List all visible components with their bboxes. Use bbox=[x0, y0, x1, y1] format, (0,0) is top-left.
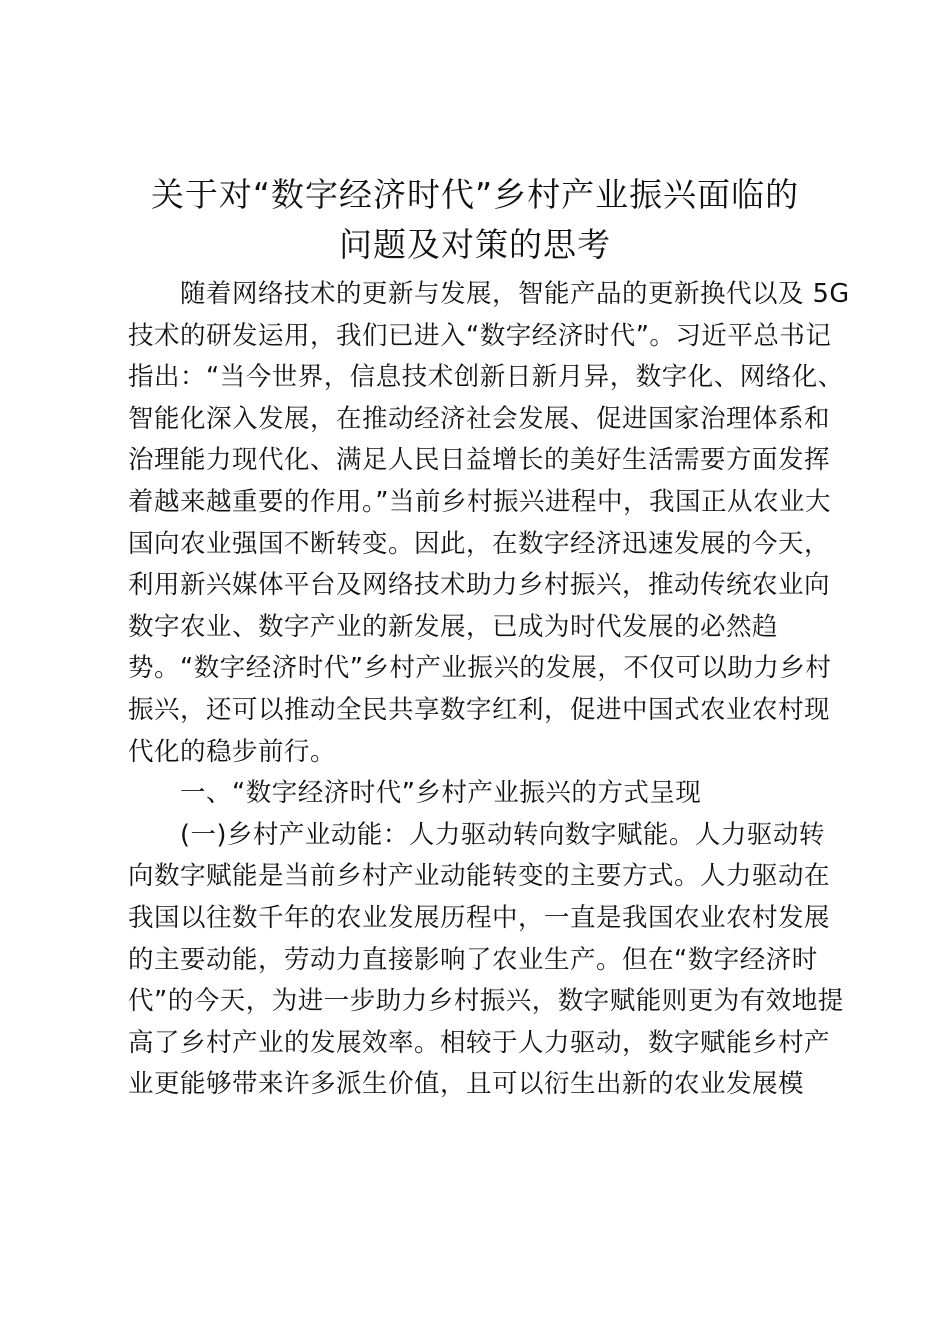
body-line: 指出：“当今世界，信息技术创新日新月异，数字化、网络化、 bbox=[128, 362, 844, 393]
body-line: 技术的研发运用，我们已进入“数字经济时代”。习近平总书记 bbox=[128, 320, 832, 351]
body-line: 利用新兴媒体平台及网络技术助力乡村振兴，推动传统农业向 bbox=[128, 570, 831, 601]
body-line: (一)乡村产业动能：人力驱动转向数字赋能。人力驱动转 bbox=[180, 819, 825, 850]
body-line: 随着网络技术的更新与发展，智能产品的更新换代以及 5G bbox=[180, 279, 850, 309]
body-line: 高了乡村产业的发展效率。相较于人力驱动，数字赋能乡村产 bbox=[128, 1027, 831, 1058]
document-body bbox=[128, 274, 850, 1106]
body-line: 振兴，还可以推动全民共享数字红利，促进中国式农业农村现 bbox=[128, 694, 831, 725]
body-line: 势。“数字经济时代”乡村产业振兴的发展，不仅可以助力乡村 bbox=[128, 653, 832, 684]
body-line: 着越来越重要的作用。”当前乡村振兴进程中，我国正从农业大 bbox=[128, 486, 831, 517]
title-line-2: 问题及对策的思考 bbox=[339, 225, 611, 264]
body-line: 业更能够带来许多派生价值，且可以衍生出新的农业发展模 bbox=[128, 1069, 805, 1100]
body-line: 治理能力现代化、满足人民日益增长的美好生活需要方面发挥 bbox=[128, 445, 831, 476]
body-line: 的主要动能，劳动力直接影响了农业生产。但在“数字经济时 bbox=[128, 944, 818, 975]
body-line: 向数字赋能是当前乡村产业动能转变的主要方式。人力驱动在 bbox=[128, 861, 831, 892]
body-line: 国向农业强国不断转变。因此，在数字经济迅速发展的今天， bbox=[128, 528, 831, 559]
title-line-1: 关于对“数字经济时代”乡村产业振兴面临的 bbox=[150, 175, 800, 214]
document-title bbox=[120, 170, 830, 270]
body-line: 一、“数字经济时代”乡村产业振兴的方式呈现 bbox=[180, 778, 702, 809]
body-line: 代化的稳步前行。 bbox=[128, 736, 337, 767]
body-line: 代”的今天，为进一步助力乡村振兴，数字赋能则更为有效地提 bbox=[128, 986, 844, 1017]
body-line: 智能化深入发展，在推动经济社会发展、促进国家治理体系和 bbox=[128, 403, 831, 434]
body-line: 我国以往数千年的农业发展历程中，一直是我国农业农村发展 bbox=[128, 902, 831, 933]
body-line: 数字农业、数字产业的新发展，已成为时代发展的必然趋 bbox=[128, 611, 779, 642]
